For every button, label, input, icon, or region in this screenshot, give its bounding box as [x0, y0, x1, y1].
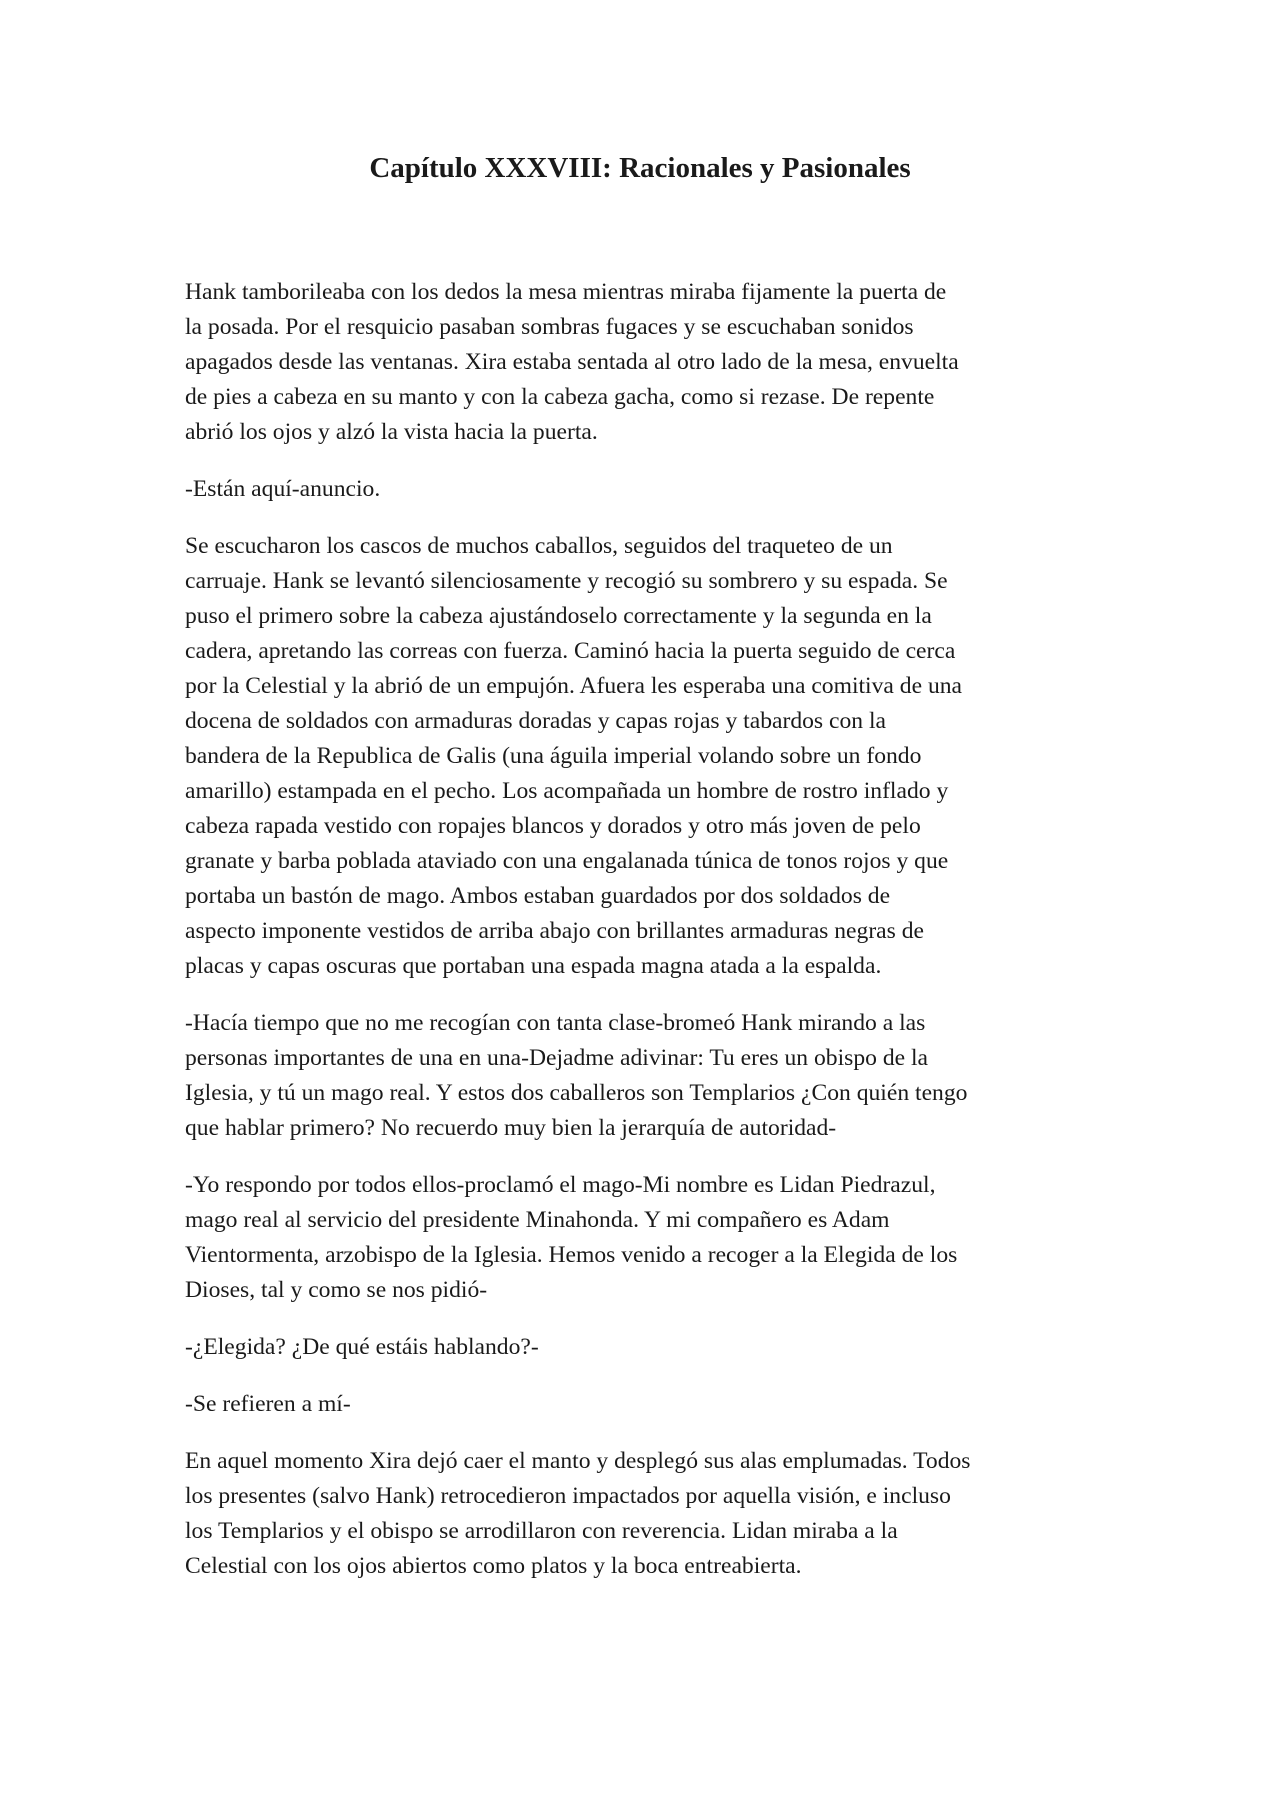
paragraph-8: En aquel momento Xira dejó caer el manto y desplegó sus alas emplumadas. Todos los presentes (salvo Hank) retrocedieron impactados por aquella visión, e incluso los Templarios y el obispo se arrodillaron con reverencia. Lidan miraba a la Celestial con los ojos abiertos como platos y la boca entreabierta. [185, 1448, 971, 1579]
paragraph-5: -Yo respondo por todos ellos-proclamó el mago-Mi nombre es Lidan Piedrazul, mago real al servicio del presidente Minahonda. Y mi compañero es Adam Vientormenta, arzobispo de la Iglesia. Hemos venido a recoger a la Elegida de los Dioses, tal y como se nos pidió- [185, 1172, 958, 1303]
chapter-body [185, 275, 1095, 1606]
chapter-title: Capítulo XXXVIII: Racionales y Pasionales [369, 152, 911, 184]
paragraph-6: -¿Elegida? ¿De qué estáis hablando?- [185, 1334, 539, 1360]
paragraph-7: -Se refieren a mí- [185, 1391, 351, 1417]
paragraph-1: Hank tamborileaba con los dedos la mesa mientras miraba fijamente la puerta de la posada. Por el resquicio pasaban sombras fugaces y se escuchaban sonidos apagados desde las ventanas. Xira estaba sentada al otro lado de la mesa, envuelta de pies a cabeza en su manto y con la cabeza gacha, como si rezase. De repente abrió los ojos y alzó la vista hacia la puerta. [185, 279, 959, 445]
paragraph-4: -Hacía tiempo que no me recogían con tanta clase-bromeó Hank mirando a las personas importantes de una en una-Dejadme adivinar: Tu eres un obispo de la Iglesia, y tú un mago real. Y estos dos caballeros son Templarios ¿Con quién tengo que hablar primero? No recuerdo muy bien la jerarquía de autoridad- [185, 1010, 968, 1141]
paragraph-3: Se escucharon los cascos de muchos caballos, seguidos del traqueteo de un carruaje. Hank se levantó silenciosamente y recogió su sombrero y su espada. Se puso el primero sobre la cabeza ajustándoselo correctamente y la segunda en la cadera, apretando las correas con fuerza. Caminó hacia la puerta seguido de cerca por la Celestial y la abrió de un empujón. Afuera les esperaba una comitiva de una docena de soldados con armaduras doradas y capas rojas y tabardos con la bandera de la Republica de Galis (una águila imperial volando sobre un fondo amarillo) estampada en el pecho. Los acompañada un hombre de rostro inflado y cabeza rapada vestido con ropajes blancos y dorados y otro más joven de pelo granate y barba poblada ataviado con una engalanada túnica de tonos rojos y que portaba un bastón de mago. Ambos estaban guardados por dos soldados de aspecto imponente vestidos de arriba abajo con brillantes armaduras negras de placas y capas oscuras que portaban una espada magna atada a la espalda. [185, 533, 963, 979]
paragraph-2: -Están aquí-anuncio. [185, 476, 381, 502]
